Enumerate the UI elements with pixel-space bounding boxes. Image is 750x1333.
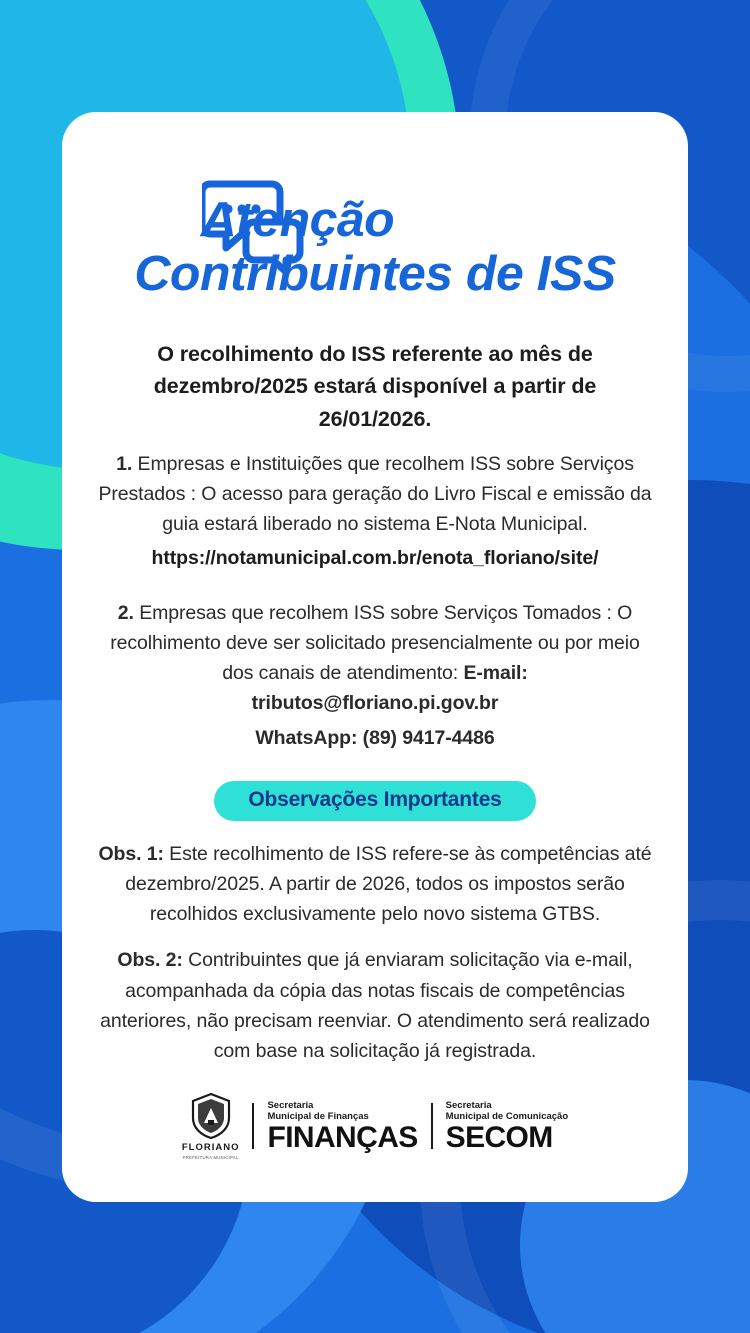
headline-line-1: Atenção <box>200 193 395 247</box>
obs-2-text: Contribuintes que já enviaram solicitação via e-mail, acompanhada da cópia das notas fiscais de competências anteriores, não precisam reenviar. O atendimento será realizado com base na solicitação já registrada. <box>100 949 650 1063</box>
secom-logo-main: SECOM <box>445 1120 553 1154</box>
obs-1-text: Este recolhimento de ISS refere-se às competências até dezembro/2025. A partir de 2026, todos os impostos serão recolhidos exclusivamente pelo novo sistema GTBS. <box>125 842 652 926</box>
item-2-text: Empresas que recolhem ISS sobre Serviços Tomados : O recolhimento deve ser solicitado presencialmente ou por meio dos canais de atendimento: <box>110 601 640 685</box>
secom-line-1: Secretaria <box>445 1099 492 1111</box>
spacer <box>92 578 658 598</box>
obs-1-paragraph <box>98 839 652 930</box>
finance-logo <box>267 1100 417 1153</box>
item-1-paragraph <box>98 449 652 540</box>
obs-1-label: Obs. 1: <box>98 842 164 865</box>
finance-line-2: Municipal de Finanças <box>267 1110 369 1122</box>
content-card <box>62 112 688 1202</box>
whatsapp-contact[interactable]: WhatsApp: (89) 9417-4486 <box>255 726 495 749</box>
lead-paragraph: O recolhimento do ISS referente ao mês de dezembro/2025 estará disponível a partir de 26/01/2026. <box>153 342 597 431</box>
obs-2-paragraph <box>98 945 652 1066</box>
enota-link[interactable]: https://notamunicipal.com.br/enota_floriano/site/ <box>151 547 599 570</box>
observations-ribbon: Observações Importantes <box>214 781 535 821</box>
city-crest <box>182 1092 240 1160</box>
item-1-link-paragraph <box>98 543 652 573</box>
obs-2-label: Obs. 2: <box>117 949 183 972</box>
headline-line-2: Contribuintes de ISS <box>134 247 616 301</box>
secom-logo <box>446 1100 568 1153</box>
crest-name: FLORIANO <box>181 1142 240 1154</box>
spacer <box>92 933 658 945</box>
divider <box>252 1103 254 1149</box>
email-contact[interactable]: E-mail: tributos@floriano.pi.gov.br <box>251 662 528 715</box>
headline <box>92 146 658 338</box>
shield-crest-icon <box>190 1092 232 1140</box>
finance-logo-main: FINANÇAS <box>267 1120 418 1154</box>
finance-line-1: Secretaria <box>267 1099 314 1111</box>
item-1-text: Empresas e Instituições que recolhem ISS sobre Serviços Prestados : O acesso para geração do Livro Fiscal e emissão da guia estará liberado no sistema E-Nota Municipal. <box>98 452 652 536</box>
secom-line-2: Municipal de Comunicação <box>445 1110 569 1122</box>
divider <box>431 1103 433 1149</box>
item-2-number: 2. <box>117 601 134 624</box>
crest-subtitle: PREFEITURA MUNICIPAL <box>182 1155 239 1161</box>
whatsapp-paragraph <box>98 723 652 753</box>
item-2-paragraph <box>98 598 652 719</box>
item-1-number: 1. <box>116 452 133 475</box>
footer-logos <box>92 1092 658 1160</box>
